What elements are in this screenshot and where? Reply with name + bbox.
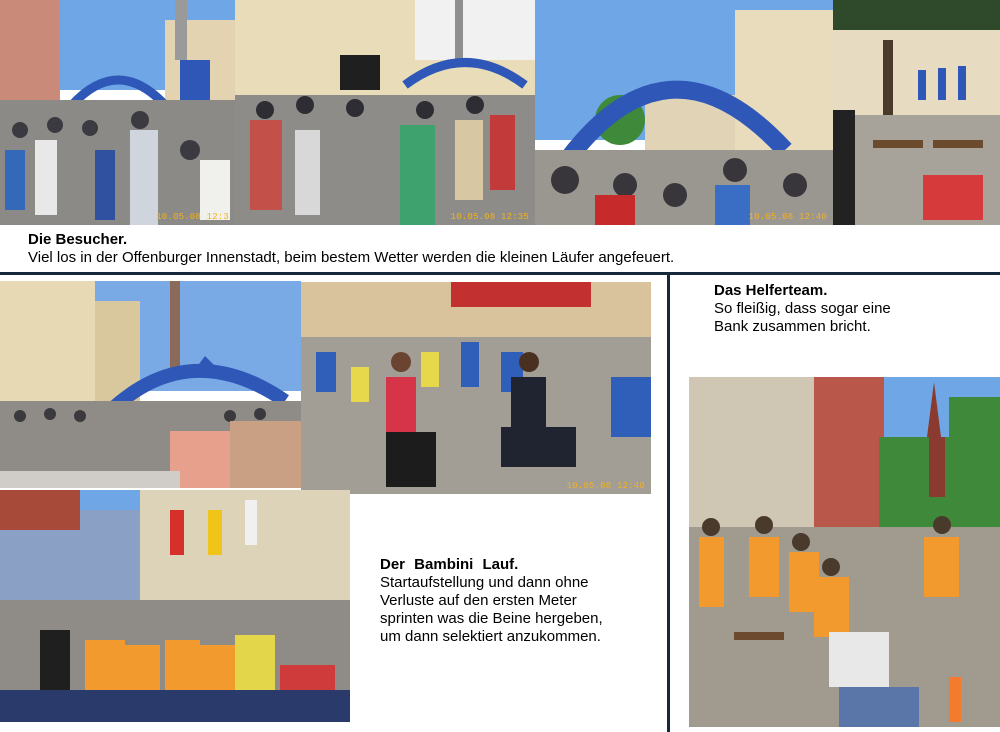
caption-text: Viel los in der Offenburger Innenstadt, beim bestem Wetter werden die kleinen Läufer angefeuert. xyxy=(28,249,675,266)
divider-horizontal xyxy=(0,272,1000,275)
photo-crowd-arch xyxy=(0,0,235,225)
photo-crowd-stage xyxy=(235,0,535,225)
photo-timestamp: 10.05.08 12:3 xyxy=(156,212,229,222)
photo-timestamp: 10.05.08 12:40 xyxy=(566,481,645,491)
photo-start-area xyxy=(0,281,301,488)
caption-line: Startaufstellung und dann ohne xyxy=(380,574,589,591)
caption-line: Bank zusammen bricht. xyxy=(714,318,871,335)
photo-timestamp: 10.05.08 12:35 xyxy=(450,212,529,222)
caption-bambini xyxy=(380,556,603,646)
photo-runners-sprint xyxy=(301,282,651,494)
photo-timestamp: 10.05.08 12:40 xyxy=(748,212,827,222)
caption-visitors xyxy=(28,231,674,267)
caption-heading: Das Helferteam. xyxy=(714,282,828,299)
caption-heading: Der Bambini Lauf. xyxy=(380,556,519,573)
photo-cafe-terrace xyxy=(833,0,1000,225)
photo-bambini-crowd xyxy=(0,490,350,722)
divider-vertical xyxy=(667,275,670,732)
caption-line: um dann selektiert anzukommen. xyxy=(380,628,601,645)
caption-helpers xyxy=(714,282,891,336)
photo-helper-team xyxy=(689,377,1000,727)
caption-line: Verluste auf den ersten Meter xyxy=(380,592,577,609)
caption-heading: Die Besucher. xyxy=(28,231,128,248)
photo-badenova-arch xyxy=(535,0,833,225)
caption-line: So fleißig, dass sogar eine xyxy=(714,300,891,317)
caption-line: sprinten was die Beine hergeben, xyxy=(380,610,603,627)
